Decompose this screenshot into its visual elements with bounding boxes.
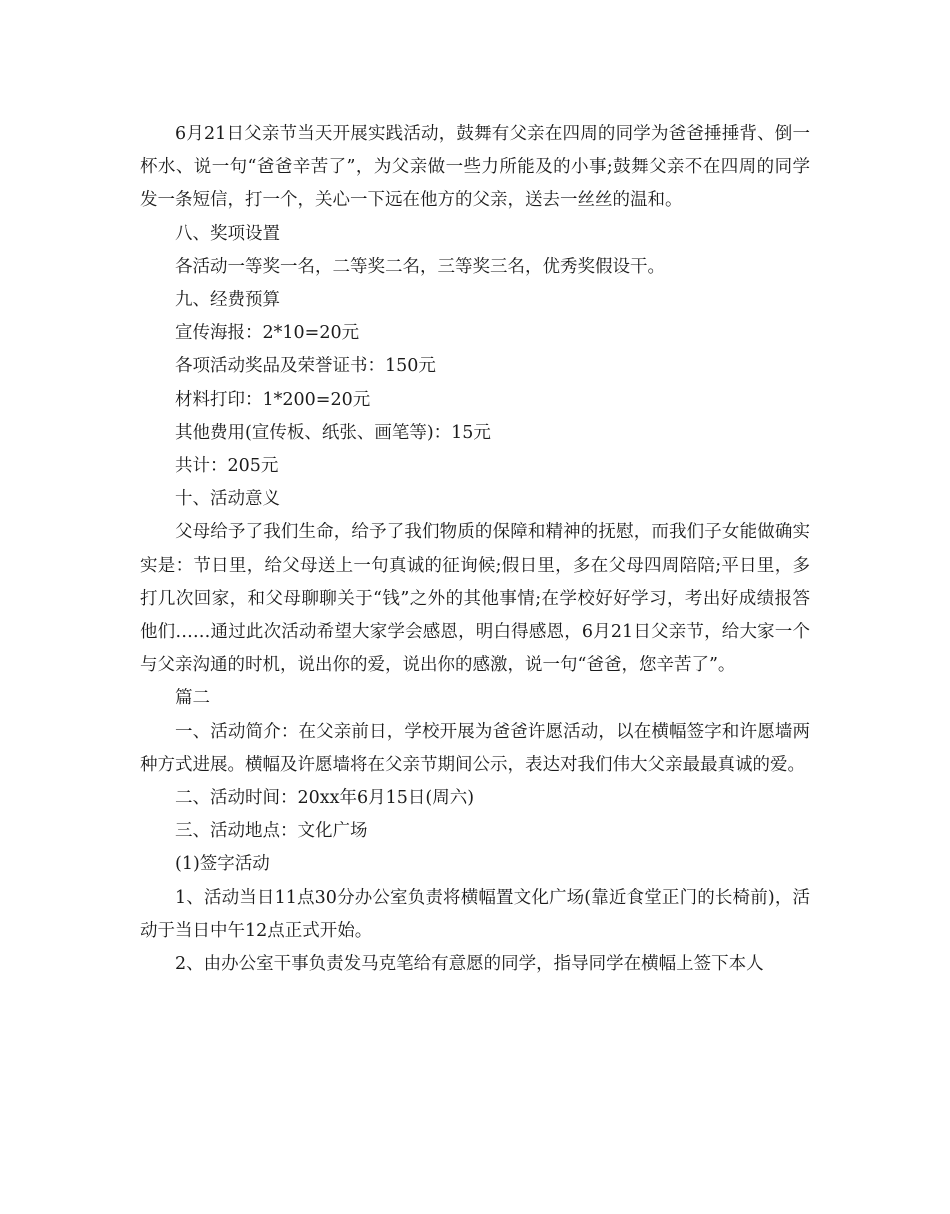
- heading-signing: (1)签字活动: [175, 854, 270, 875]
- budget-total: 共计：205元: [175, 456, 279, 477]
- paragraph-intro: 一、活动简介：在父亲前日，学校开展为爸爸许愿活动，以在横幅签字和许愿墙两种方式进展。横幅及许愿墙将在父亲节期间公示，表达对我们伟大父亲最最真诚的爱。: [140, 721, 810, 775]
- heading-significance: 十、活动意义: [175, 489, 280, 510]
- paragraph-significance: 父母给予了我们生命，给予了我们物质的保障和精神的抚慰，而我们子女能做确实实是：节日里，给父母送上一句真诚的征询候;假日里，多在父母四周陪陪;平日里，多打几次回家，和父母聊聊关于“钱”之外的其他事情;在学校好好学习，考出好成绩报答他们……通过此次活动希望大家学会感恩，明白得感恩，6月21日父亲节，给大家一个与父亲沟通的时机，说出你的爱，说出你的感激，说一句“爸爸，您辛苦了”。: [140, 522, 810, 676]
- budget-item-poster: 宣传海报：2*10=20元: [175, 323, 360, 344]
- heading-budget: 九、经费预算: [175, 290, 280, 311]
- paragraph-location: 三、活动地点：文化广场: [175, 821, 368, 842]
- paragraph-signing-step-2: 2、由办公室干事负责发马克笔给有意愿的同学，指导同学在横幅上签下本人: [175, 954, 764, 975]
- heading-awards: 八、奖项设置: [175, 223, 280, 244]
- paragraph-signing-step-1: 1、活动当日11点30分办公室负责将横幅置文化广场(靠近食堂正门的长椅前)，活动于当日中午12点正式开始。: [140, 887, 810, 941]
- budget-item-printing: 材料打印：1*200=20元: [175, 389, 371, 410]
- heading-part-two: 篇二: [175, 688, 210, 709]
- budget-item-other: 其他费用(宣传板、纸张、画笔等)：15元: [175, 422, 491, 443]
- budget-item-prizes: 各项活动奖品及荣誉证书：150元: [175, 356, 436, 377]
- paragraph-awards: 各活动一等奖一名，二等奖二名，三等奖三名，优秀奖假设干。: [175, 256, 665, 277]
- paragraph-practice-activity: 6月21日父亲节当天开展实践活动，鼓舞有父亲在四周的同学为爸爸捶捶背、倒一杯水、说一句“爸爸辛苦了”，为父亲做一些力所能及的小事;鼓舞父亲不在四周的同学发一条短信，打一个，关心一下远在他方的父亲，送去一丝丝的温和。: [140, 124, 810, 211]
- document-body: [140, 118, 810, 981]
- paragraph-time: 二、活动时间：20xx年6月15日(周六): [175, 788, 475, 809]
